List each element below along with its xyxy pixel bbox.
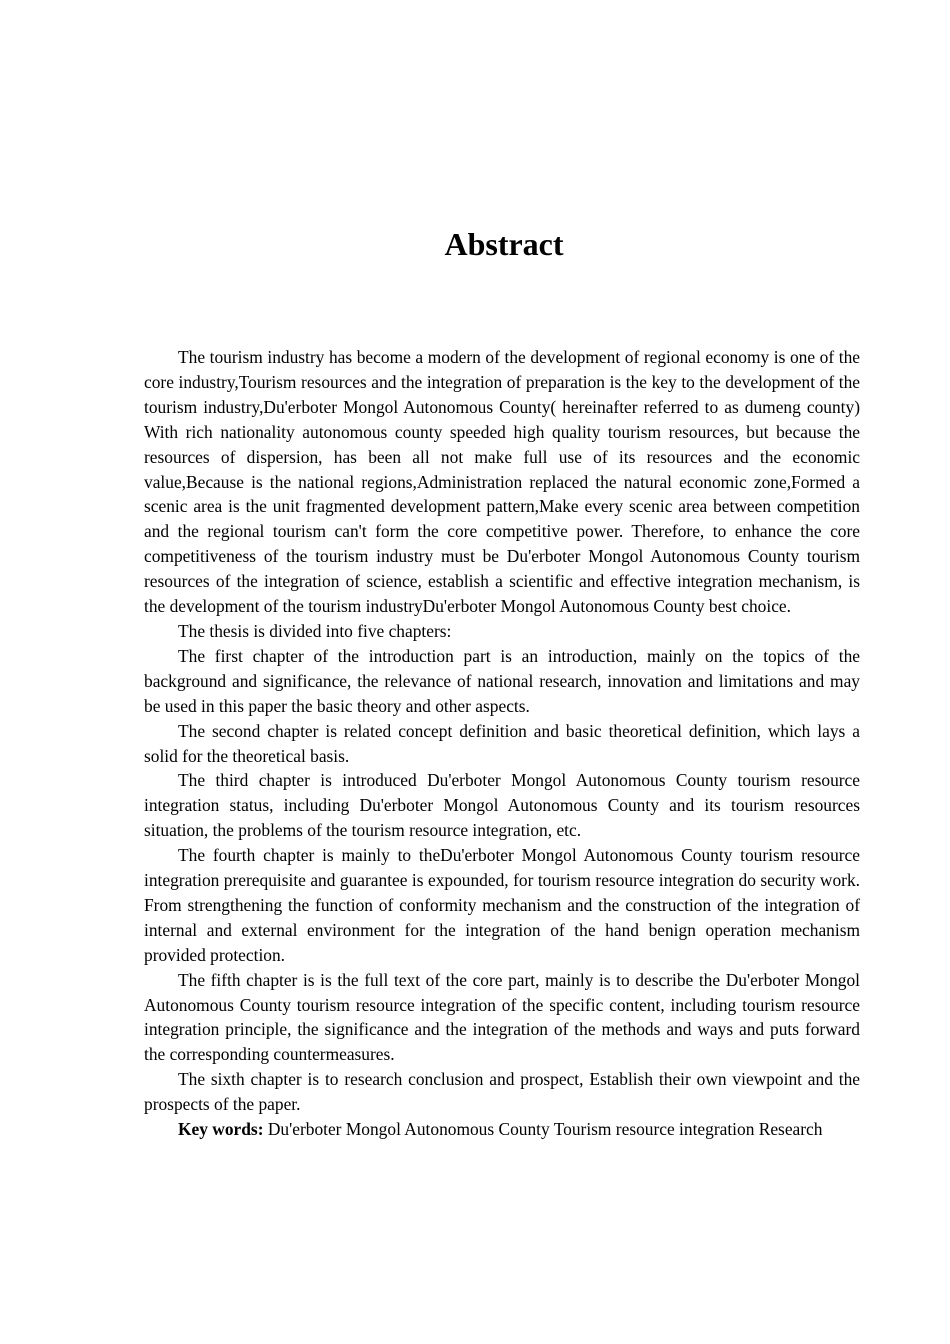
keywords-line	[144, 1117, 860, 1142]
chapter-two-summary: The second chapter is related concept definition and basic theoretical definition, which lays a solid for the theoretical basis.	[144, 720, 860, 766]
keywords-label: Key words:	[178, 1119, 264, 1140]
chapter-three-summary: The third chapter is introduced Du'erboter Mongol Autonomous County tourism resource integration status, including Du'erboter Mongol Autonomous County and its tourism resources situation, the problems of the tourism resource integration, etc.	[144, 770, 860, 841]
chapter-six-summary: The sixth chapter is to research conclusion and prospect, Establish their own viewpoint and the prospects of the paper.	[144, 1069, 860, 1115]
abstract-title: Abstract	[444, 226, 564, 262]
chapters-overview: The thesis is divided into five chapters:	[178, 620, 452, 641]
chapter-one-summary: The first chapter of the introduction part is an introduction, mainly on the topics of the background and significance, the relevance of national research, innovation and limitations and may be used in this paper the basic theory and other aspects.	[144, 645, 860, 716]
keywords-text: Du'erboter Mongol Autonomous County Tourism resource integration Research	[263, 1119, 823, 1140]
abstract-body	[144, 345, 860, 1142]
chapter-four-summary: The fourth chapter is mainly to theDu'erboter Mongol Autonomous County tourism resource integration prerequisite and guarantee is expounded, for tourism resource integration do security work. From strengthening the function of conformity mechanism and the construction of the integration of internal and external environment for the integration of the hand benign operation mechanism provided protection.	[144, 845, 860, 965]
chapter-five-summary: The fifth chapter is is the full text of the core part, mainly is to describe the Du'erboter Mongol Autonomous County tourism resource integration of the specific content, including tourism resource integration principle, the significance and the integration of the methods and ways and puts forward the corresponding countermeasures.	[144, 969, 860, 1065]
abstract-paragraph-intro: The tourism industry has become a modern of the development of regional economy is one of the core industry,Tourism resources and the integration of preparation is the key to the development of the tourism industry,Du'erboter Mongol Autonomous County( hereinafter referred to as dumeng county) With rich nationality autonomous county speeded high quality tourism resources, but because the resources of dispersion, has been all not make full use of its resources and the economic value,Because is the national regions,Administration replaced the natural economic zone,Formed a scenic area is the unit fragmented development pattern,Make every scenic area between competition and the regional tourism can't form the core competitive power. Therefore, to enhance the core competitiveness of the tourism industry must be Du'erboter Mongol Autonomous County tourism resources of the integration of science, establish a scientific and effective integration mechanism, is the development of the tourism industryDu'erboter Mongol Autonomous County best choice.	[144, 347, 860, 617]
